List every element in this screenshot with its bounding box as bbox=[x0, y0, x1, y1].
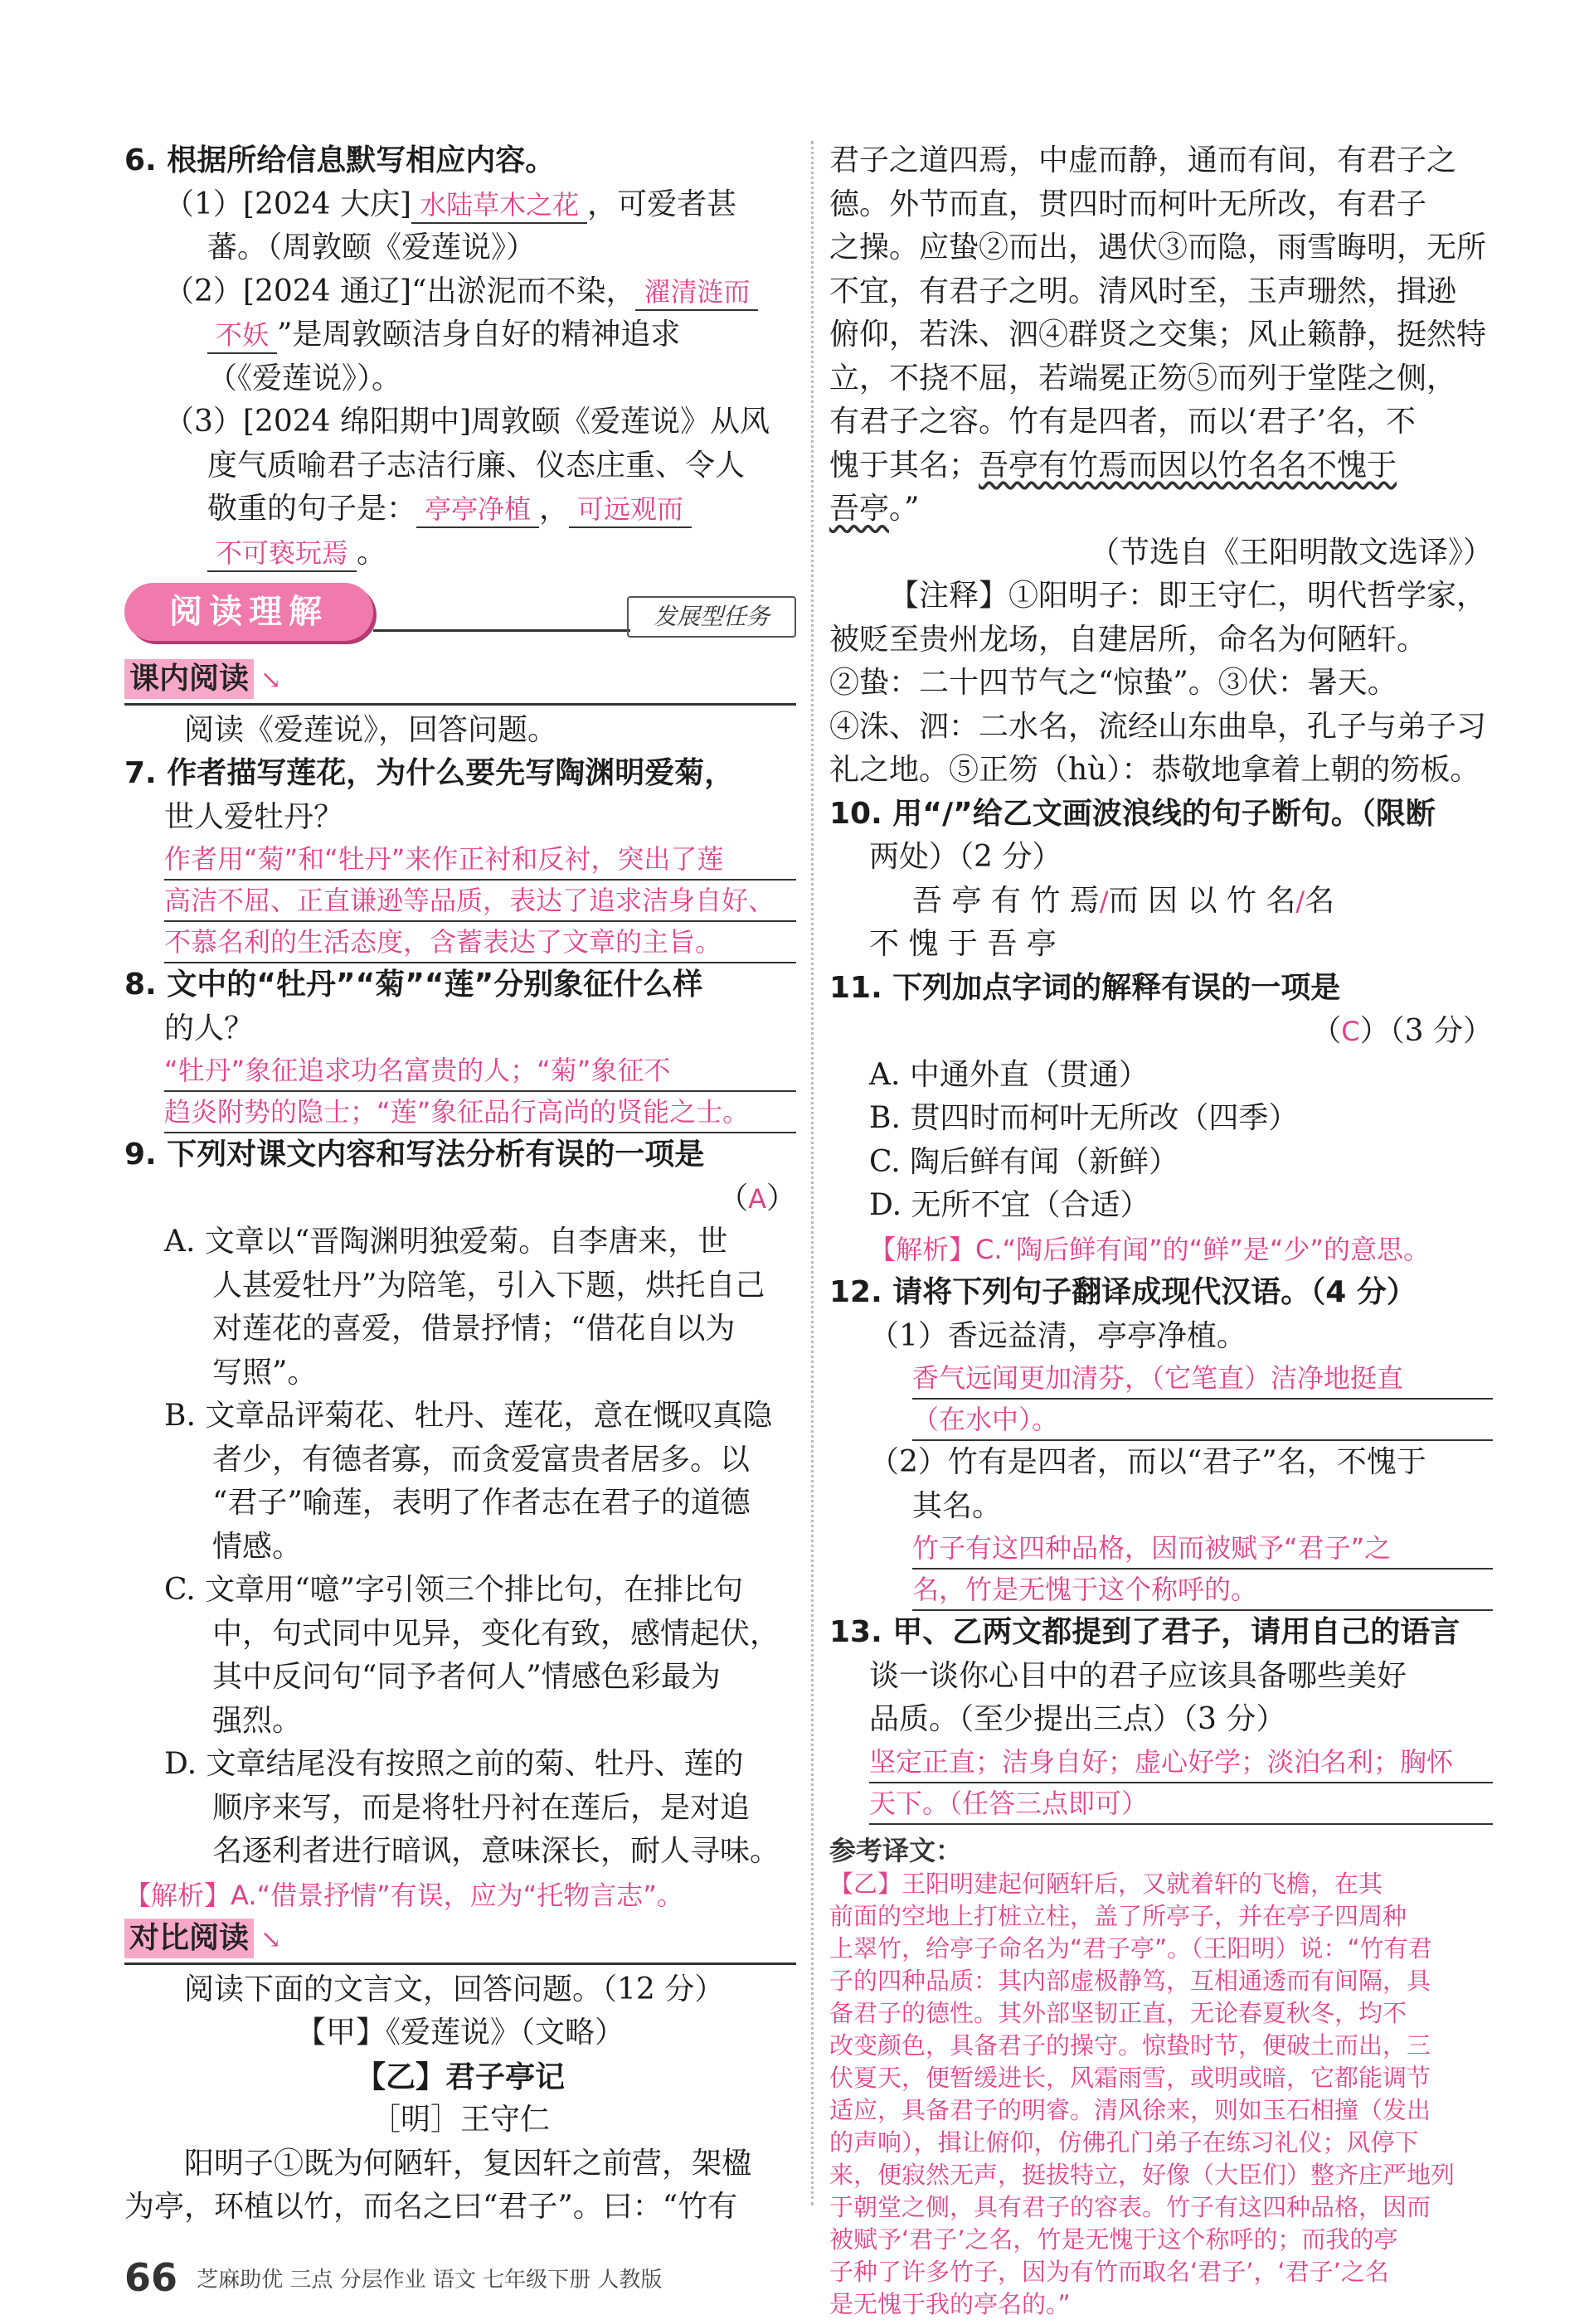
reference-line: 伏夏天，便暂缓进长，风霜雨雪，或明或暗，它都能调节 bbox=[829, 2063, 1431, 2092]
text-yi-line: 为亭，环植以竹，而名之曰“君子”。曰：“竹有 bbox=[124, 2190, 738, 2224]
q11-stem-text: 11. 下列加点字词的解释有误的一项是 bbox=[829, 970, 1341, 1005]
q6-p3-text-3: 敬重的句子是： bbox=[207, 492, 417, 526]
q6-p1-text: ，可爱者甚 bbox=[587, 187, 737, 221]
q9-option-line: 情感。 bbox=[212, 1529, 303, 1564]
text-yi-line: 君子之道四焉，中虚而静，通而有间，有君子之 bbox=[829, 143, 1457, 177]
q6-p1-cont-text: 蕃。（周敦颐《爱莲说》） bbox=[207, 230, 537, 264]
reference-translation bbox=[829, 1868, 1493, 2321]
q9-option-line: 者少，有德者寡，而贪爱富贵者居多。以 bbox=[212, 1442, 751, 1477]
q9-option-line: 名逐利者进行暗讽，意味深长，耐人寻味。 bbox=[212, 1834, 780, 1868]
q11-option: D. 无所不宜（合适） bbox=[869, 1188, 1150, 1222]
reference-line: 于朝堂之侧，具有君子的容表。竹子有这四种品格，因而 bbox=[829, 2192, 1431, 2221]
right-column bbox=[829, 139, 1493, 2321]
q9-option-line: 写照”。 bbox=[212, 1355, 318, 1390]
section-in-class bbox=[124, 657, 796, 703]
reading-banner bbox=[124, 580, 796, 651]
q9-options bbox=[124, 1220, 796, 1874]
q6-p3-answer-1: 亭亭净植 bbox=[416, 492, 539, 528]
wavy-underlined-sentence: 吾亭有竹焉而因以竹名名不愧于 bbox=[979, 448, 1397, 483]
q9-option-line: B. 文章品评菊花、牡丹、莲花，意在慨叹真隐 bbox=[164, 1399, 773, 1433]
text-yi-author: ［明］王守仁 bbox=[370, 2103, 550, 2137]
q10-answer-2: 不 愧 于 吾 亭 bbox=[869, 927, 1057, 961]
text-yi-segment: 愧于其名； bbox=[829, 448, 979, 483]
page-number: 66 bbox=[124, 2255, 178, 2300]
reference-line: 来，便寂然无声，挺拔特立，好像（大臣们）整齐庄严地列 bbox=[829, 2160, 1455, 2189]
text-yi-line: 有君子之容。竹有是四者，而以‘君子’名，不 bbox=[829, 405, 1416, 439]
q11-analysis: 【解析】C.“陶后鲜有闻”的“鲜”是“少”的意思。 bbox=[869, 1233, 1430, 1265]
q9-option-line: 人甚爱牡丹”为陪笔，引入下题，烘托自己 bbox=[212, 1268, 765, 1303]
q9-option-line: 强烈。 bbox=[212, 1703, 303, 1738]
reference-line: 【乙】王阳明建起何陋轩后，又就着轩的飞檐，在其 bbox=[829, 1869, 1383, 1898]
q9-option-line: 顺序来写，而是将牡丹衬在莲后，是对追 bbox=[212, 1790, 751, 1825]
section-divider bbox=[124, 1963, 796, 1965]
q9-analysis: 【解析】A.“借景抒情”有误，应为“托物言志”。 bbox=[124, 1879, 683, 1911]
q7-answer-line: 不慕名利的生活态度，含蓄表达了文章的主旨。 bbox=[164, 922, 796, 963]
q10-stem-2: 两处）（2 分） bbox=[869, 840, 1062, 874]
q8-answer-line: 趋炎附势的隐士；“莲”象征品行高尚的贤能之士。 bbox=[164, 1092, 796, 1133]
book-info: 芝麻助优 三点 分层作业 语文 七年级下册 人教版 bbox=[197, 2267, 663, 2292]
reference-line: 备君子的德性。其外部坚韧正直，无论春夏秋冬，均不 bbox=[829, 1998, 1407, 2027]
q13-answer-line: 坚定正直；洁身自好；虚心好学；淡泊名利；胸怀 bbox=[869, 1742, 1493, 1783]
q6-p3-text-1: （3）[2024 绵阳期中]周敦颐《爱莲说》从风 bbox=[164, 405, 770, 439]
left-column bbox=[124, 139, 796, 2229]
q6-stem-text: 6. 根据所给信息默写相应内容。 bbox=[124, 143, 556, 177]
q13-stem-line: 品质。（至少提出三点）（3 分） bbox=[869, 1702, 1286, 1736]
q10-slash: / bbox=[1099, 885, 1109, 917]
q9-option-line: D. 文章结尾没有按照之前的菊、牡丹、莲的 bbox=[164, 1747, 744, 1781]
q6-part2-end bbox=[124, 357, 796, 401]
q11-paren-right: ）（3 分） bbox=[1359, 1014, 1493, 1048]
reference-line: 是无愧于我的亭名的。” bbox=[829, 2289, 1071, 2318]
text-yi-line-wavy bbox=[829, 444, 1493, 488]
q6-part1-cont bbox=[124, 226, 796, 270]
q12-stem-text: 12. 请将下列句子翻译成现代汉语。（4 分） bbox=[829, 1275, 1417, 1309]
q6-p2-text: （2）[2024 通辽]“出淤泥而不染， bbox=[164, 274, 636, 308]
text-yi-line: 俯仰，若洙、泗④群贤之交集；风止籁静，挺然特 bbox=[829, 318, 1487, 352]
q6-p2-text-2: ”是周敦颐洁身自好的精神追求 bbox=[277, 318, 681, 352]
q9-option-line: A. 文章以“晋陶渊明独爱菊。自李唐来，世 bbox=[164, 1225, 728, 1259]
reference-translation-title: 参考译文： bbox=[829, 1834, 963, 1866]
q6-part3-d bbox=[124, 531, 796, 575]
reference-line: 适应，具备君子的明睿。清风徐来，则如玉石相撞（发出 bbox=[829, 2095, 1431, 2124]
q12-answer-line: 香气远闻更加清芬，（它笔直）洁净地挺直 bbox=[912, 1358, 1493, 1400]
q6-p3-end: 。 bbox=[357, 535, 387, 570]
q7-answer bbox=[124, 839, 796, 963]
text-yi-line: 之操。应蛰②而出，遇伏③而隐，雨雪晦明，无所 bbox=[829, 230, 1487, 264]
q12-answer-line: （在水中）。 bbox=[912, 1400, 1493, 1441]
q7-stem-2: 世人爱牡丹？ bbox=[164, 799, 344, 834]
q12-part2: （2）竹有是四者，而以“君子”名，不愧于 bbox=[869, 1445, 1426, 1479]
q11-answer-paren bbox=[829, 1010, 1493, 1054]
q6-p2-text-3: （《爱莲说》）。 bbox=[207, 361, 402, 395]
reference-line: 被赋予‘君子’之名，竹是无愧于这个称呼的；而我的亭 bbox=[829, 2225, 1398, 2254]
reference-line: 前面的空地上打桩立柱，盖了所亭子，并在亭子四周种 bbox=[829, 1901, 1407, 1930]
q13-answer-line: 天下。（任答三点即可） bbox=[869, 1783, 1493, 1825]
q9-option-line: 其中反问句“同予者何人”情感色彩最为 bbox=[212, 1660, 721, 1694]
section-compare bbox=[124, 1917, 796, 1963]
q7-stem bbox=[124, 752, 796, 796]
q8-answer bbox=[124, 1050, 796, 1133]
column-divider bbox=[811, 141, 814, 2205]
q11-paren-left: （ bbox=[1311, 1014, 1342, 1048]
q9-stem bbox=[124, 1133, 796, 1177]
q10-segment: 而 因 以 竹 名 bbox=[1108, 883, 1296, 918]
q6-part3-c bbox=[124, 488, 796, 531]
q10-segment: 吾 亭 有 竹 焉 bbox=[912, 883, 1100, 918]
q6-part2 bbox=[124, 270, 796, 314]
q12-part1: （1）香远益清，亭亭净植。 bbox=[869, 1318, 1247, 1353]
annotation-line: 被贬至贵州龙场，自建居所，命名为何陋轩。 bbox=[829, 622, 1427, 657]
q6-p1-source: （1）[2024 大庆] bbox=[164, 187, 412, 221]
page-footer bbox=[124, 2255, 662, 2305]
q12-part2-cont: 其名。 bbox=[912, 1488, 1003, 1523]
text-yi-line: 德。外节而直，贯四时而柯叶无所改，有君子 bbox=[829, 187, 1427, 221]
section-divider bbox=[124, 703, 796, 706]
q12-answer-line: 名，竹是无愧于这个称呼的。 bbox=[912, 1570, 1493, 1611]
q9-paren-left: （ bbox=[718, 1181, 749, 1215]
q10-stem-1: 10. 用“/”给乙文画波浪线的句子断句。（限断 bbox=[829, 796, 1436, 831]
q6-p1-answer: 水陆草木之花 bbox=[411, 187, 587, 224]
banner-rule bbox=[373, 629, 630, 632]
q9-stem-text: 9. 下列对课文内容和写法分析有误的一项是 bbox=[124, 1138, 705, 1172]
text-jia-title: 【甲】《爱莲说》（文略） bbox=[295, 2016, 624, 2050]
q9-answer-paren bbox=[124, 1177, 796, 1221]
text-yi-line-end bbox=[829, 488, 1493, 531]
text-yi-line: 阳明子①既为何陋轩，复因轩之前营，架楹 bbox=[184, 2146, 752, 2181]
section-tag-compare: 对比阅读 bbox=[124, 1919, 254, 1958]
q13-stem-line: 谈一谈你心目中的君子应该具备哪些美好 bbox=[869, 1658, 1407, 1693]
q8-answer-line: “牡丹”象征追求功名富贵的人；“菊”象征不 bbox=[164, 1050, 796, 1092]
q12-part2-answer bbox=[829, 1528, 1493, 1611]
banner-tag: 发展型任务 bbox=[627, 596, 796, 638]
compare-intro: 阅读下面的文言文，回答问题。（12 分） bbox=[184, 1972, 725, 2006]
text-yi-source: （节选自《王阳明散文选译》） bbox=[1089, 535, 1493, 570]
banner-title: 阅读理解 bbox=[124, 583, 373, 641]
reference-line: 上翠竹，给亭子命名为“君子亭”。（王阳明）说：“竹有君 bbox=[829, 1933, 1432, 1963]
q6-p3-sep: ， bbox=[539, 492, 570, 526]
arrow-icon: ↘ bbox=[260, 1925, 282, 1954]
q8-stem-1: 8. 文中的“牡丹”“菊”“莲”分别象征什么样 bbox=[124, 968, 703, 1002]
reference-line: 改变颜色，具备君子的操守。惊蛰时节，便破土而出，三 bbox=[829, 2030, 1431, 2060]
q11-answer: C bbox=[1341, 1016, 1360, 1047]
q10-segment: 名 bbox=[1305, 883, 1335, 918]
q12-stem bbox=[829, 1271, 1493, 1315]
q7-stem-1: 7. 作者描写莲花，为什么要先写陶渊明爱菊， bbox=[124, 756, 735, 790]
wavy-underlined-sentence: 吾亭 bbox=[829, 492, 890, 526]
reference-line: 的声响），揖让俯仰，仿佛孔门弟子在练习礼仪；风停下 bbox=[829, 2128, 1419, 2157]
q12-part1-answer bbox=[829, 1358, 1493, 1441]
annotation-line: 【注释】①阳明子：即王守仁，明代哲学家， bbox=[889, 579, 1487, 613]
q9-option-line: “君子”喻莲，表明了作者志在君子的道德 bbox=[212, 1486, 751, 1520]
q6-part3-b bbox=[124, 444, 796, 488]
q13-stem bbox=[829, 1611, 1493, 1655]
reading-in-intro: 阅读《爱莲说》，回答问题。 bbox=[184, 712, 558, 747]
q9-option-line: 中，句式同中见异，变化有致，感情起伏， bbox=[212, 1616, 780, 1651]
reference-line: 子的四种品质：其内部虚极静笃，互相通透而有间隔，具 bbox=[829, 1966, 1431, 1995]
q8-stem bbox=[124, 963, 796, 1007]
q11-option: B. 贯四时而柯叶无所改（四季） bbox=[869, 1101, 1299, 1135]
q11-stem bbox=[829, 967, 1493, 1011]
q12-answer-line: 竹子有这四种品格，因而被赋予“君子”之 bbox=[912, 1528, 1493, 1570]
q10-answer-1 bbox=[829, 880, 1493, 924]
text-yi-line: 不宜，有君子之明。清风时至，玉声珊然，揖逊 bbox=[829, 274, 1457, 308]
q6-p2-answer-2: 不妖 bbox=[207, 318, 277, 354]
q9-option-line: 对莲花的喜爱，借景抒情；“借花自以为 bbox=[212, 1312, 736, 1346]
text-yi-title: 【乙】君子亭记 bbox=[355, 2059, 565, 2094]
section-tag-in-class: 课内阅读 bbox=[124, 659, 254, 699]
q6-part1 bbox=[124, 183, 796, 227]
q9-option-line: C. 文章用“噫”字引领三个排比句，在排比句 bbox=[164, 1573, 743, 1607]
text-yi-end: 。” bbox=[889, 492, 920, 526]
q11-option: C. 陶后鲜有闻（新鲜） bbox=[869, 1144, 1179, 1179]
q10-slash: / bbox=[1295, 885, 1305, 917]
q9-paren-right: ） bbox=[765, 1181, 796, 1215]
q6-part2-cont bbox=[124, 313, 796, 357]
q6-stem bbox=[124, 139, 796, 183]
q6-p2-answer-1: 濯清涟而 bbox=[635, 274, 758, 311]
q13-stem-text: 13. 甲、乙两文都提到了君子，请用自己的语言 bbox=[829, 1615, 1460, 1649]
q7-answer-line: 高洁不屈、正直谦逊等品质，表达了追求洁身自好、 bbox=[164, 881, 796, 922]
q11-option: A. 中通外直（贯通） bbox=[869, 1057, 1149, 1092]
text-yi-line: 立，不挠不屈，若端冕正笏⑤而列于堂陛之侧， bbox=[829, 361, 1457, 395]
q7-answer-line: 作者用“菊”和“牡丹”来作正衬和反衬，突出了莲 bbox=[164, 839, 796, 881]
q6-p3-answer-2: 可远观而 bbox=[569, 492, 692, 528]
annotation-line: ②蛰：二十四节气之“惊蛰”。③伏：暑天。 bbox=[829, 666, 1397, 700]
q6-p3-text-2: 度气质喻君子志洁行廉、仪态庄重、令人 bbox=[207, 448, 746, 483]
reference-line: 子种了许多竹子，因为有竹而取名‘君子’，‘君子’之名 bbox=[829, 2257, 1389, 2286]
q8-stem-2: 的人？ bbox=[164, 1011, 255, 1046]
q6-p3-answer-3: 不可亵玩焉 bbox=[207, 536, 357, 572]
q10-stem bbox=[829, 793, 1493, 837]
annotation-line: 礼之地。⑤正笏（hù）：恭敬地拿着上朝的笏板。 bbox=[829, 753, 1480, 787]
annotation-line: ④洙、泗：二水名，流经山东曲阜，孔子与弟子习 bbox=[829, 709, 1487, 744]
q9-answer: A bbox=[748, 1182, 766, 1215]
arrow-icon: ↘ bbox=[260, 666, 282, 695]
q6-part3 bbox=[124, 400, 796, 444]
q13-answer bbox=[829, 1742, 1493, 1825]
